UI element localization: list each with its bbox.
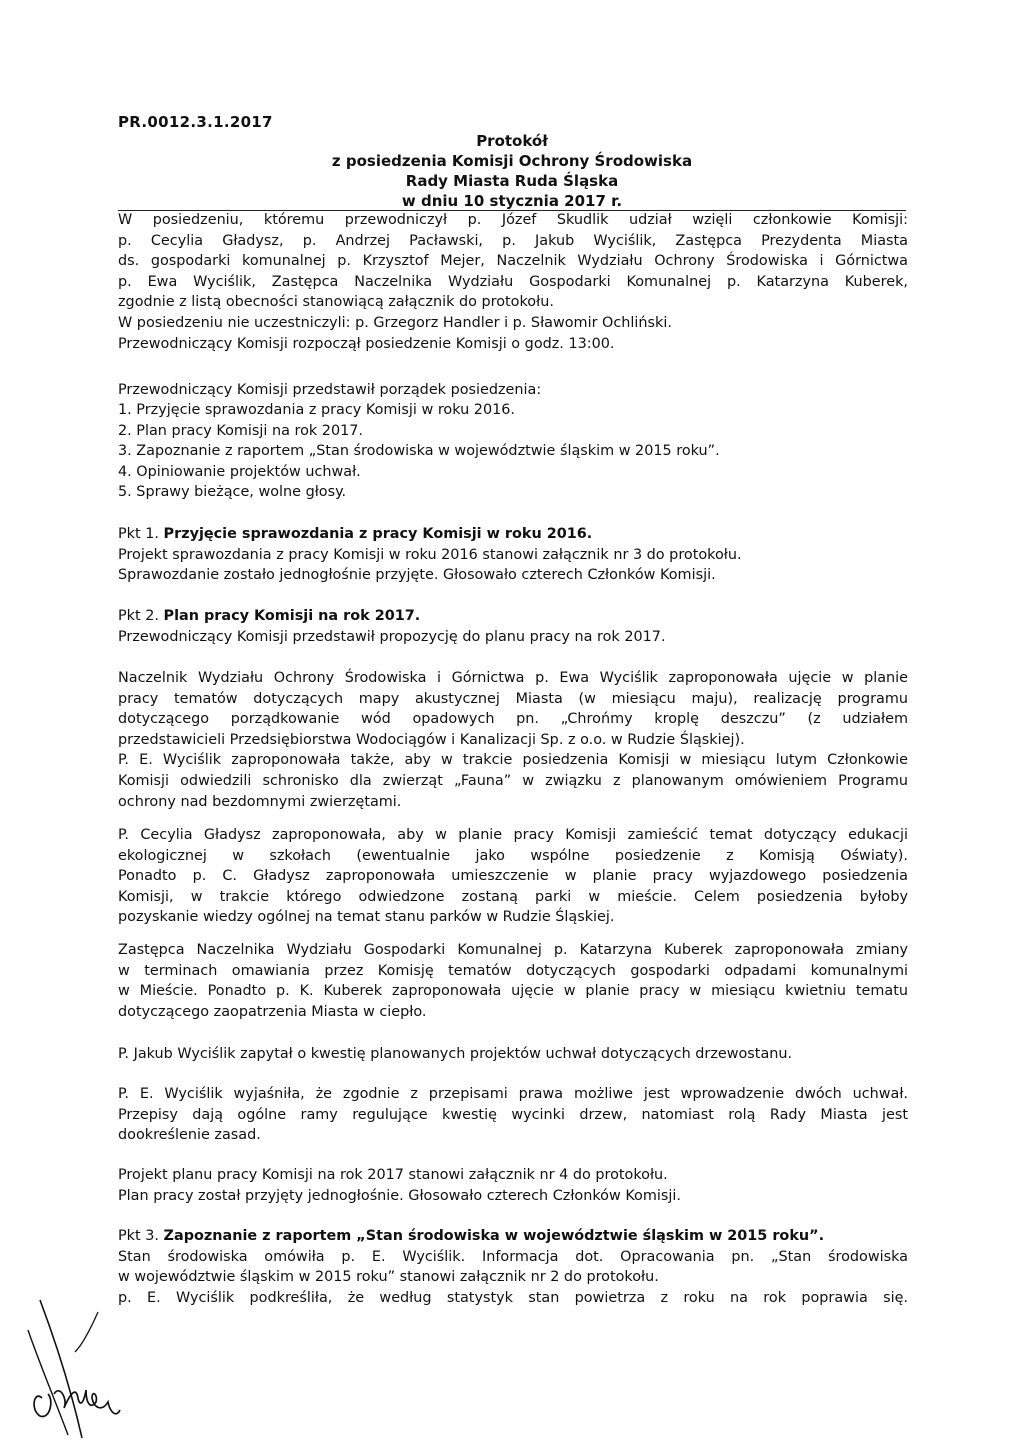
plan-paragraph [118, 1165, 908, 1206]
paragraph-line: Przepisy dają ogólne ramy regulujące kwestię wycinki drzew, natomiast rolą Rady Miasta jest [118, 1106, 908, 1123]
handwritten-initials-signature [20, 1290, 140, 1440]
pkt1-line: Sprawozdanie zostało jednogłośnie przyjęte. Głosowało czterech Członków Komisji. [118, 567, 716, 584]
pkt3-heading: Zapoznanie z raportem „Stan środowiska w województwie śląskim w 2015 roku”. [163, 1228, 825, 1244]
paragraph-line: w Mieście. Ponadto p. K. Kuberek zaproponowała ujęcie w planie pracy w miesiącu kwietniu tematu [118, 983, 908, 1000]
pkt3-line: w województwie śląskim w 2015 roku” stanowi załącznik nr 2 do protokołu. [118, 1269, 659, 1286]
pkt3-line: Stan środowiska omówiła p. E. Wyciślik. Informacja dot. Opracowania pn. „Stan środowiska [118, 1248, 908, 1265]
pkt1-heading: Przyjęcie sprawozdania z pracy Komisji w roku 2016. [163, 526, 593, 542]
title-line-2: z posiedzenia Komisji Ochrony Środowiska [331, 152, 693, 170]
agenda-intro: Przewodniczący Komisji przedstawił porządek posiedzenia: [118, 382, 542, 398]
document-reference: PR.0012.3.1.2017 [118, 113, 273, 131]
title-line-3: Rady Miasta Ruda Śląska [405, 172, 619, 190]
paragraph-line: dotyczącego porządkowanie wód opadowych pn. „Chrońmy kroplę deszczu” (z udziałem [118, 711, 908, 728]
attendance-line: Przewodniczący Komisji rozpoczął posiedzenie Komisji o godz. 13:00. [118, 335, 615, 352]
agenda-item: 5. Sprawy bieżące, wolne głosy. [118, 484, 347, 501]
agenda-item: 1. Przyjęcie sprawozdania z pracy Komisji w roku 2016. [118, 402, 516, 418]
pkt3-section [118, 1226, 908, 1308]
attendance-line: zgodnie z listą obecności stanowiącą załącznik do protokołu. [118, 294, 554, 311]
paragraph-line: pozyskanie wiedzy ogólnej na temat stanu parków w Rudzie Śląskiej. [118, 909, 615, 926]
paragraph-line: dotyczącego zaopatrzenia Miasta w ciepło. [118, 1003, 427, 1020]
pkt3-label: Pkt 3. [118, 1228, 159, 1244]
ewa-paragraph [118, 1084, 908, 1146]
attendance-line: W posiedzeniu, któremu przewodniczył p. Józef Skudlik udział wzięli członkowie Komisji: [118, 212, 908, 228]
agenda-item: 3. Zapoznanie z raportem „Stan środowiska w województwie śląskim w 2015 roku”. [118, 443, 720, 460]
naczelnik-paragraph [118, 668, 908, 812]
kuberek-paragraph [118, 940, 908, 1022]
title-line-4: w dniu 10 stycznia 2017 r. [401, 192, 623, 210]
paragraph-line: ochrony nad bezdomnymi zwierzętami. [118, 793, 402, 810]
jakub-question: P. Jakub Wyciślik zapytał o kwestię planowanych projektów uchwał dotyczących drzewostanu. [118, 1046, 793, 1062]
paragraph-line: P. E. Wyciślik wyjaśniła, że zgodnie z przepisami prawa możliwe jest wprowadzenie dwóch uchwał. [118, 1086, 908, 1102]
agenda-item: 2. Plan pracy Komisji na rok 2017. [118, 422, 363, 439]
attendance-line: p. Ewa Wyciślik, Zastępca Naczelnika Wydziału Gospodarki Komunalnej p. Katarzyna Kuberek, [118, 273, 908, 290]
pkt3-line: p. E. Wyciślik podkreśliła, że według statystyk stan powietrza z roku na rok poprawia się. [118, 1289, 908, 1306]
paragraph-line: Projekt planu pracy Komisji na rok 2017 stanowi załącznik nr 4 do protokołu. [118, 1167, 668, 1183]
paragraph-line: Plan pracy został przyjęty jednogłośnie. Głosowało czterech Członków Komisji. [118, 1187, 681, 1204]
agenda-item: 4. Opiniowanie projektów uchwał. [118, 463, 361, 480]
paragraph-line: P. Cecylia Gładysz zaproponowała, aby w planie pracy Komisji zamieścić temat dotyczący edukacji [118, 827, 908, 843]
pkt1-label: Pkt 1. [118, 526, 159, 542]
paragraph-line: przedstawicieli Przedsiębiorstwa Wodociągów i Kanalizacji Sp. z o.o. w Rudzie Śląskiej). [118, 731, 745, 748]
attendance-paragraph [118, 210, 908, 354]
paragraph-line: w terminach omawiania przez Komisję tematów dotyczących gospodarki odpadami komunalnymi [118, 962, 908, 979]
pkt1-line: Projekt sprawozdania z pracy Komisji w roku 2016 stanowi załącznik nr 3 do protokołu. [118, 546, 742, 563]
pkt2-line: Przewodniczący Komisji przedstawił propozycję do planu pracy na rok 2017. [118, 628, 666, 645]
pkt2-label: Pkt 2. [118, 608, 159, 624]
gladysz-paragraph [118, 825, 908, 928]
paragraph-line: Naczelnik Wydziału Ochrony Środowiska i Górnictwa p. Ewa Wyciślik zaproponowała ujęcie w planie [118, 670, 908, 686]
attendance-line: ds. gospodarki komunalnej p. Krzysztof Mejer, Naczelnik Wydziału Ochrony Środowiska i Górnictwa [118, 253, 908, 270]
attendance-line: W posiedzeniu nie uczestniczyli: p. Grzegorz Handler i p. Sławomir Ochliński. [118, 314, 672, 331]
paragraph-line: Komisji odwiedzili schronisko dla zwierząt „Fauna” w związku z planowanym omówieniem Programu [118, 772, 908, 789]
paragraph-line: P. E. Wyciślik zaproponowała także, aby w trakcie posiedzenia Komisji w miesiącu lutym Członkowie [118, 752, 908, 769]
pkt1-section [118, 524, 908, 586]
paragraph-line: Zastępca Naczelnika Wydziału Gospodarki Komunalnej p. Katarzyna Kuberek zaproponowała zmiany [118, 942, 908, 958]
paragraph-line: dookreślenie zasad. [118, 1127, 261, 1144]
paragraph-line: Komisji, w trakcie którego odwiedzone zostaną parki w mieście. Celem posiedzenia byłoby [118, 888, 908, 905]
paragraph-line: ekologicznej w szkołach (ewentualnie jako wspólne posiedzenie z Komisją Oświaty). [118, 847, 908, 864]
paragraph-line: Ponadto p. C. Gładysz zaproponowała umieszczenie w planie pracy wyjazdowego posiedzenia [118, 868, 908, 885]
agenda-list [118, 400, 720, 503]
pkt2-section [118, 606, 908, 647]
paragraph-line: pracy tematów dotyczących mapy akustycznej Miasta (w miesiącu maju), realizację programu [118, 690, 908, 707]
title-line-1: Protokół [476, 132, 548, 150]
attendance-line: p. Cecylia Gładysz, p. Andrzej Pacławski, p. Jakub Wyciślik, Zastępca Prezydenta Miasta [118, 232, 908, 249]
pkt2-heading: Plan pracy Komisji na rok 2017. [163, 608, 421, 624]
